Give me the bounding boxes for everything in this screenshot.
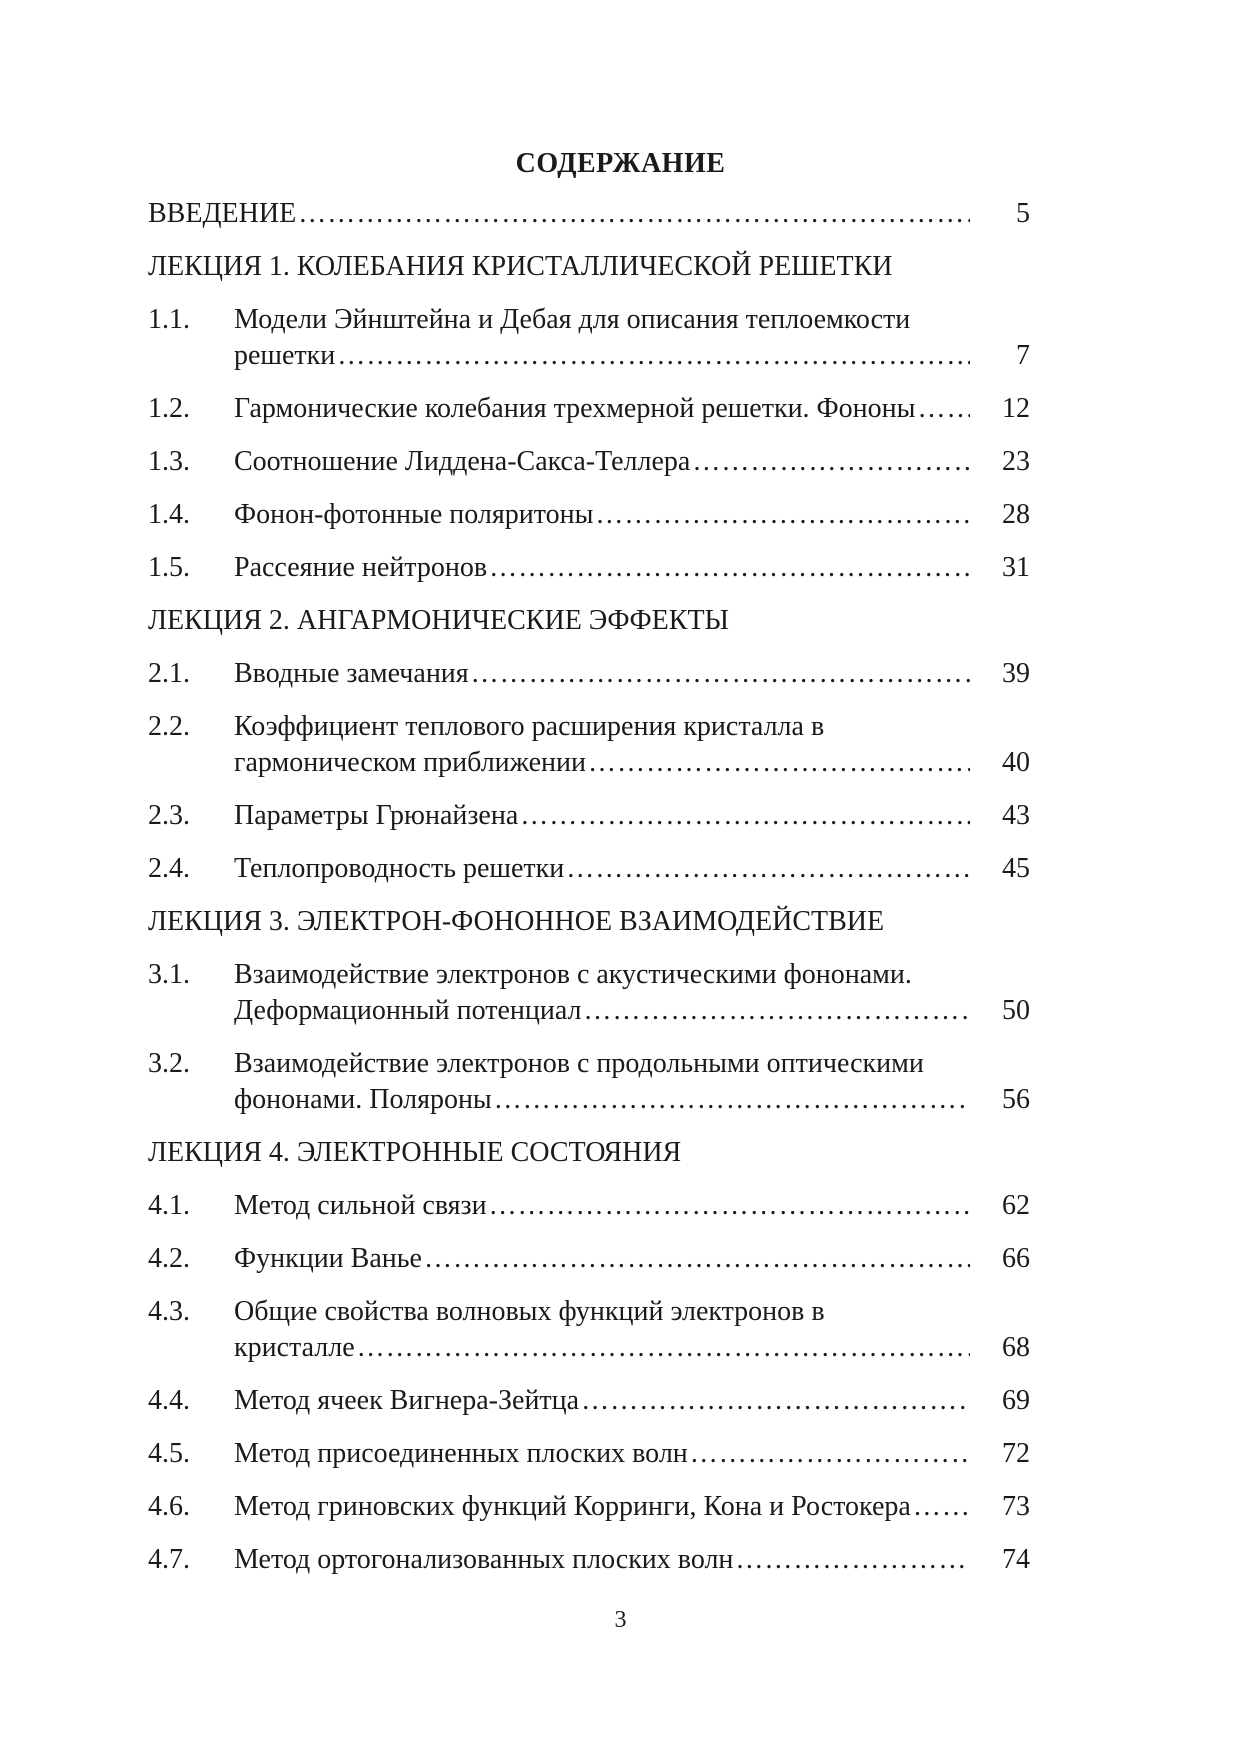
toc-entry-4-3[interactable]: [148, 1294, 1030, 1366]
section-title: Рассеяние нейтронов: [234, 552, 488, 583]
section-title-line1: Коэффициент теплового расширения кристалла в: [234, 711, 825, 742]
dot-leader: [581, 1383, 970, 1419]
toc-entry-introduction[interactable]: [148, 196, 1030, 232]
toc-entry-4-7[interactable]: [148, 1542, 1030, 1578]
toc-entry-1-1[interactable]: [148, 302, 1030, 374]
section-number: 1.4.: [148, 499, 190, 530]
toc-entry-1-3[interactable]: [148, 444, 1030, 480]
section-number: 4.7.: [148, 1544, 190, 1575]
section-number: 4.5.: [148, 1438, 190, 1469]
section-number: 1.2.: [148, 393, 190, 424]
toc-page-number: 56: [1002, 1084, 1030, 1115]
section-title-line2: кристалле: [234, 1332, 355, 1363]
toc-page-number: 5: [1016, 198, 1030, 229]
toc-entry-4-1[interactable]: [148, 1188, 1030, 1224]
section-title: Гармонические колебания трехмерной решетки. Фононы: [234, 393, 916, 424]
table-of-contents: [148, 196, 1030, 1595]
section-number: 3.2.: [148, 1048, 190, 1079]
toc-page-number: 7: [1016, 340, 1030, 371]
dot-leader: [337, 338, 970, 374]
toc-page-number: 50: [1002, 995, 1030, 1026]
toc-entry-label: ВВЕДЕНИЕ: [148, 198, 297, 229]
section-title: Теплопроводность решетки: [234, 853, 565, 884]
toc-page-number: 68: [1002, 1332, 1030, 1363]
section-title: Метод ортогонализованных плоских волн: [234, 1544, 734, 1575]
toc-page-number: 62: [1002, 1190, 1030, 1221]
section-title: Соотношение Лиддена-Сакса-Теллера: [234, 446, 691, 477]
section-title: Параметры Грюнайзена: [234, 800, 519, 831]
dot-leader: [489, 550, 970, 586]
toc-page-number: 43: [1002, 800, 1030, 831]
section-title: Функции Ванье: [234, 1243, 422, 1274]
section-title: Метод сильной связи: [234, 1190, 487, 1221]
lecture-heading-1[interactable]: ЛЕКЦИЯ 1. КОЛЕБАНИЯ КРИСТАЛЛИЧЕСКОЙ РЕШЕТКИ: [148, 251, 893, 282]
section-title-line1: Общие свойства волновых функций электронов в: [234, 1296, 825, 1327]
dot-leader: [298, 196, 970, 232]
toc-entry-2-2[interactable]: [148, 709, 1030, 781]
toc-page-number: 39: [1002, 658, 1030, 689]
toc-page-number: 40: [1002, 747, 1030, 778]
toc-entry-3-1[interactable]: [148, 957, 1030, 1029]
toc-entry-2-4[interactable]: [148, 851, 1030, 887]
dot-leader: [494, 1082, 970, 1118]
section-title-line2: гармоническом приближении: [234, 747, 587, 778]
toc-page-number: 28: [1002, 499, 1030, 530]
dot-leader: [520, 798, 970, 834]
section-number: 1.5.: [148, 552, 190, 583]
section-number: 1.1.: [148, 304, 190, 335]
section-number: 1.3.: [148, 446, 190, 477]
toc-page-number: 73: [1002, 1491, 1030, 1522]
toc-entry-4-6[interactable]: [148, 1489, 1030, 1525]
section-title-line1: Модели Эйнштейна и Дебая для описания теплоемкости: [234, 304, 911, 335]
section-number: 2.1.: [148, 658, 190, 689]
section-number: 4.3.: [148, 1296, 190, 1327]
dot-leader: [471, 656, 970, 692]
toc-entry-2-1[interactable]: [148, 656, 1030, 692]
toc-page-number: 45: [1002, 853, 1030, 884]
toc-page-number: 66: [1002, 1243, 1030, 1274]
toc-page-number: 72: [1002, 1438, 1030, 1469]
section-number: 4.4.: [148, 1385, 190, 1416]
section-title-line1: Взаимодействие электронов с продольными оптическими: [234, 1048, 924, 1079]
section-title-line2: Деформационный потенциал: [234, 995, 582, 1026]
toc-page-number: 23: [1002, 446, 1030, 477]
toc-entry-1-4[interactable]: [148, 497, 1030, 533]
dot-leader: [917, 391, 970, 427]
section-number: 2.2.: [148, 711, 190, 742]
section-title: Метод гриновских функций Корринги, Кона и Ростокера: [234, 1491, 911, 1522]
toc-page-number: 74: [1002, 1544, 1030, 1575]
section-title: Метод ячеек Вигнера-Зейтца: [234, 1385, 580, 1416]
lecture-heading-4[interactable]: ЛЕКЦИЯ 4. ЭЛЕКТРОННЫЕ СОСТОЯНИЯ: [148, 1137, 682, 1168]
toc-entry-4-2[interactable]: [148, 1241, 1030, 1277]
lecture-heading-3[interactable]: ЛЕКЦИЯ 3. ЭЛЕКТРОН-ФОНОННОЕ ВЗАИМОДЕЙСТВИЕ: [148, 906, 885, 937]
dot-leader: [357, 1330, 970, 1366]
section-number: 4.2.: [148, 1243, 190, 1274]
section-number: 4.6.: [148, 1491, 190, 1522]
toc-page-number: 31: [1002, 552, 1030, 583]
dot-leader: [595, 497, 970, 533]
section-number: 4.1.: [148, 1190, 190, 1221]
toc-page-number: 69: [1002, 1385, 1030, 1416]
dot-leader: [692, 444, 970, 480]
section-number: 3.1.: [148, 959, 190, 990]
dot-leader: [566, 851, 970, 887]
section-number: 2.4.: [148, 853, 190, 884]
dot-leader: [424, 1241, 970, 1277]
toc-entry-1-5[interactable]: [148, 550, 1030, 586]
section-number: 2.3.: [148, 800, 190, 831]
section-title-line2: решетки: [234, 340, 336, 371]
section-title: Фонон-фотонные поляритоны: [234, 499, 594, 530]
toc-entry-1-2[interactable]: [148, 391, 1030, 427]
dot-leader: [584, 993, 971, 1029]
toc-entry-4-5[interactable]: [148, 1436, 1030, 1472]
lecture-heading-2[interactable]: ЛЕКЦИЯ 2. АНГАРМОНИЧЕСКИЕ ЭФФЕКТЫ: [148, 605, 729, 636]
section-title: Вводные замечания: [234, 658, 469, 689]
page-number: 3: [614, 1607, 627, 1633]
toc-entry-2-3[interactable]: [148, 798, 1030, 834]
dot-leader: [690, 1436, 970, 1472]
page-title: СОДЕРЖАНИЕ: [515, 148, 726, 179]
dot-leader: [588, 745, 970, 781]
toc-entry-4-4[interactable]: [148, 1383, 1030, 1419]
section-title: Метод присоединенных плоских волн: [234, 1438, 688, 1469]
dot-leader: [489, 1188, 970, 1224]
dot-leader: [735, 1542, 970, 1578]
toc-entry-3-2[interactable]: [148, 1046, 1030, 1118]
section-title-line1: Взаимодействие электронов с акустическими фононами.: [234, 959, 912, 990]
section-title-line2: фононами. Поляроны: [234, 1084, 492, 1115]
toc-page-number: 12: [1002, 393, 1030, 424]
dot-leader: [913, 1489, 970, 1525]
